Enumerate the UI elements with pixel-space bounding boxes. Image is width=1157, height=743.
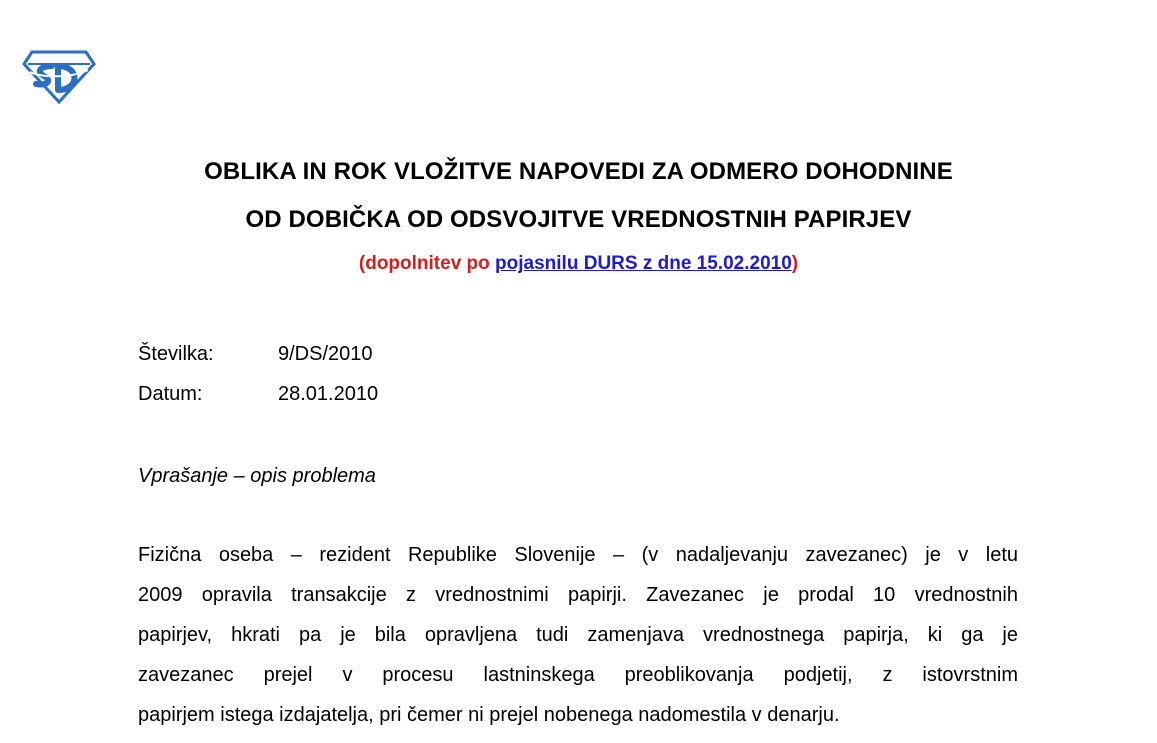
meta-label-date: Datum: xyxy=(138,383,203,405)
meta-value-number: 9/DS/2010 xyxy=(278,343,373,365)
body-text-line: papirjem istega izdajatelja, pri čemer ni prejel nobenega nadomestila v denarju. xyxy=(138,704,840,726)
document-title-line-1: OBLIKA IN ROK VLOŽITVE NAPOVEDI ZA ODMERO DOHODNINE xyxy=(204,158,953,185)
body-text-line: Fizična oseba – rezident Republike Slovenije – (v nadaljevanju zavezanec) je v letu xyxy=(138,544,1018,566)
document-title-line-2: OD DOBIČKA OD ODSVOJITVE VREDNOSTNIH PAPIRJEV xyxy=(245,206,912,233)
meta-row-number xyxy=(138,343,373,366)
body-text-line: zavezanec prejel v procesu lastninskega preoblikovanja podjetij, z istovrstnim xyxy=(138,664,1018,686)
body-text-line: 2009 opravila transakcije z vrednostnimi papirji. Zavezanec je prodal 10 vrednostnih xyxy=(138,584,1018,606)
durs-explanation-link[interactable]: pojasnilu DURS z dne 15.02.2010 xyxy=(495,253,792,274)
document-subtitle xyxy=(0,253,1157,275)
section-heading: Vprašanje – opis problema xyxy=(138,465,376,487)
subtitle-prefix: (dopolnitev po xyxy=(358,253,496,274)
subtitle-suffix: ) xyxy=(791,253,799,274)
shield-logo-icon xyxy=(22,48,96,104)
body-text-line: papirjev, hkrati pa je bila opravljena tudi zamenjava vrednostnega papirja, ki ga je xyxy=(138,624,1018,646)
meta-label-number: Številka: xyxy=(138,343,214,365)
meta-row-date xyxy=(138,383,378,406)
company-logo xyxy=(22,48,96,104)
meta-value-date: 28.01.2010 xyxy=(278,383,379,405)
